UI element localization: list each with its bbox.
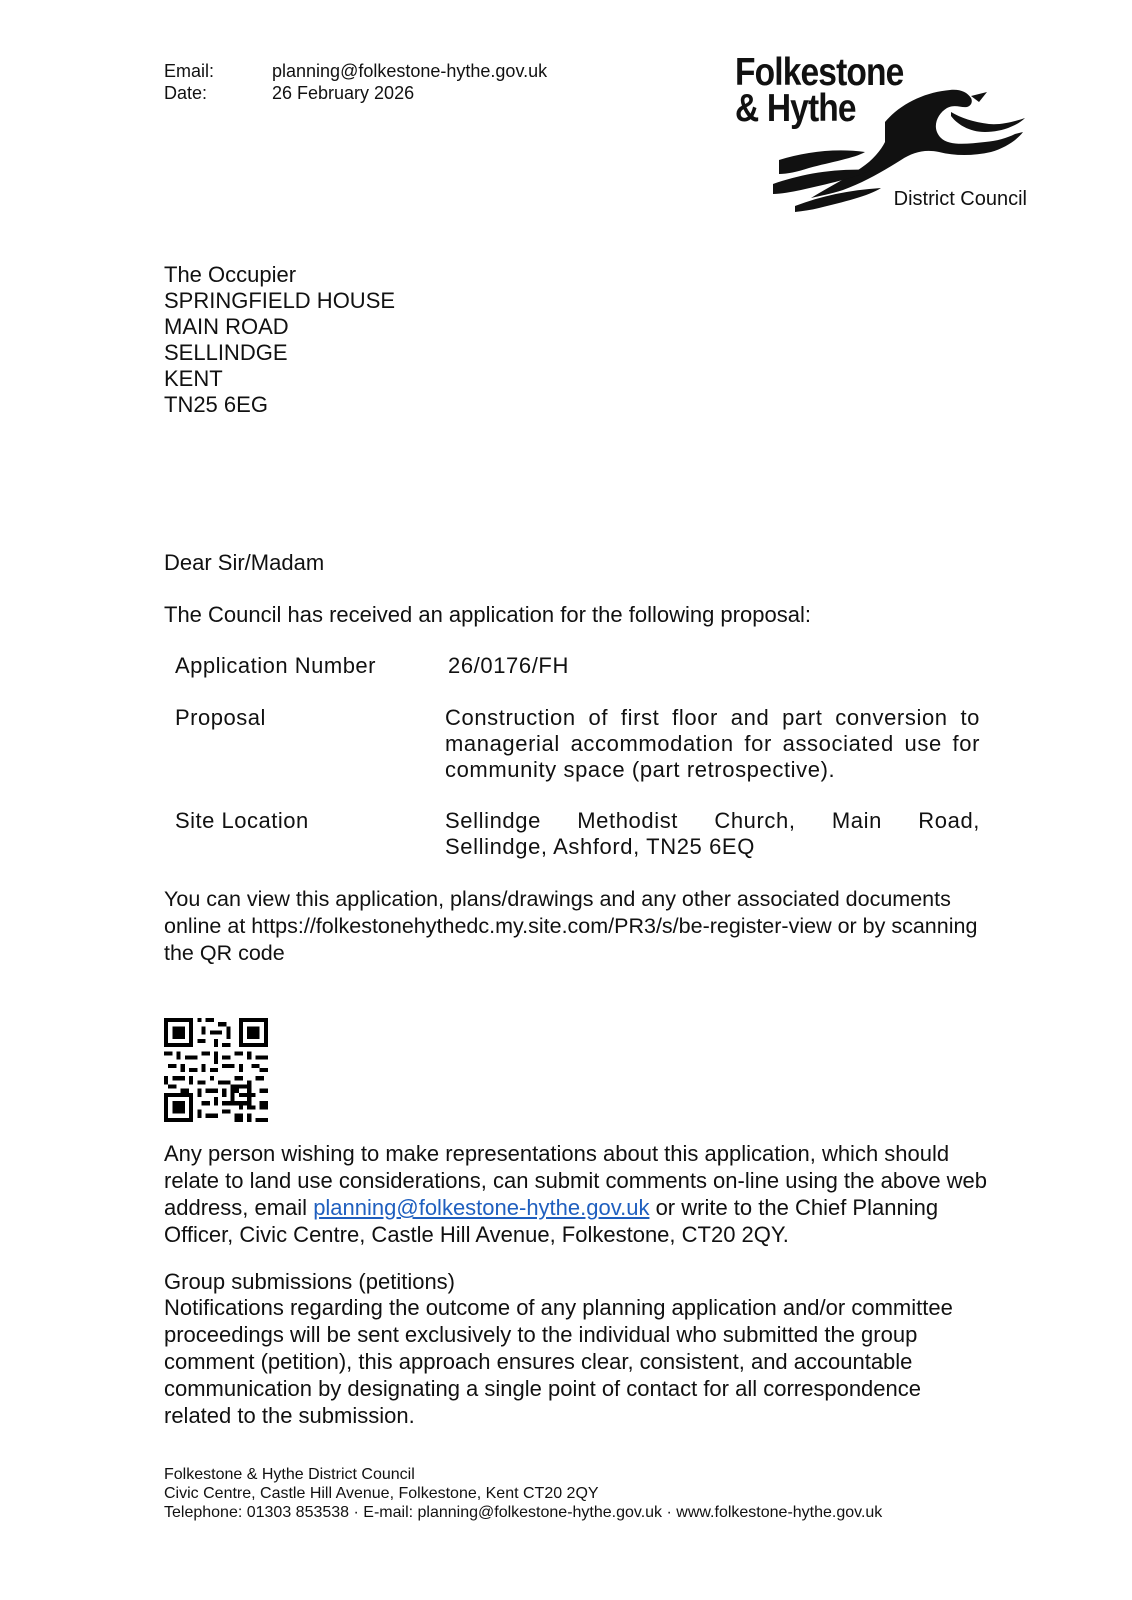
address-line: TN25 6EG xyxy=(164,392,268,417)
representations-paragraph xyxy=(164,1140,994,1248)
page-footer xyxy=(164,1465,882,1522)
date-row xyxy=(164,82,547,104)
email-label: Email: xyxy=(164,61,215,81)
site-location-line2: Sellindge, Ashford, TN25 6EQ xyxy=(445,834,755,859)
qr-code-icon xyxy=(164,1018,268,1122)
qr-code[interactable] xyxy=(164,1018,268,1122)
site-location-label: Site Location xyxy=(175,808,309,833)
council-logo xyxy=(735,52,1035,222)
date-value: 26 February 2026 xyxy=(272,83,415,103)
group-submissions-heading: Group submissions (petitions) xyxy=(164,1269,456,1294)
footer-contact: Telephone: 01303 853538 · E-mail: planning@folkestone-hythe.gov.uk · www.folkestone-hythe.gov.uk xyxy=(164,1504,883,1521)
application-number: 26/0176/FH xyxy=(448,653,569,678)
footer-council-name: Folkestone & Hythe District Council xyxy=(164,1466,415,1483)
view-paragraph: You can view this application, plans/drawings and any other associated documents online at https://folkestonehythedc.my.site.com/PR3/s/be-register-view or by scanning the QR code xyxy=(164,887,978,965)
email-value: planning@folkestone-hythe.gov.uk xyxy=(272,61,548,81)
representations-text-before: Any person wishing to make representations about this application, which should relate to land use considerations, can submit comments on-line using the above web address, email xyxy=(164,1141,988,1220)
representations-email-link[interactable]: planning@folkestone-hythe.gov.uk xyxy=(313,1195,650,1220)
site-location-line1: Sellindge Methodist Church, Main Road, xyxy=(445,808,980,833)
logo-subtitle: District Council xyxy=(893,188,1027,210)
logo-line2: & Hythe xyxy=(735,87,856,130)
intro-paragraph: The Council has received an application for the following proposal: xyxy=(164,602,811,627)
date-label: Date: xyxy=(164,83,208,103)
proposal-label: Proposal xyxy=(175,705,266,730)
recipient-address xyxy=(164,262,395,418)
application-number-label: Application Number xyxy=(175,653,376,678)
group-submissions-paragraph: Notifications regarding the outcome of any planning application and/or committee proceedings will be sent exclusively to the individual who submitted the group comment (petition), this approach ensures clear, consistent, and accountable communication by designating a single point of contact for all correspondence related to the submission. xyxy=(164,1295,953,1428)
address-line: SELLINDGE xyxy=(164,340,288,365)
logo-line1: Folkestone xyxy=(735,51,904,94)
address-line: SPRINGFIELD HOUSE xyxy=(164,288,396,313)
letter-meta xyxy=(164,60,547,104)
representations-text-after: or write to the Chief Planning Officer, Civic Centre, Castle Hill Avenue, Folkestone, CT20 2QY. xyxy=(164,1195,939,1247)
footer-address: Civic Centre, Castle Hill Avenue, Folkestone, Kent CT20 2QY xyxy=(164,1485,599,1502)
proposal-text: Construction of first floor and part conversion to managerial accommodation for associated use for community space (part retrospective). xyxy=(445,705,980,782)
salutation: Dear Sir/Madam xyxy=(164,550,325,575)
address-line: KENT xyxy=(164,366,223,391)
email-row xyxy=(164,60,547,82)
address-line: MAIN ROAD xyxy=(164,314,289,339)
address-line: The Occupier xyxy=(164,262,297,287)
